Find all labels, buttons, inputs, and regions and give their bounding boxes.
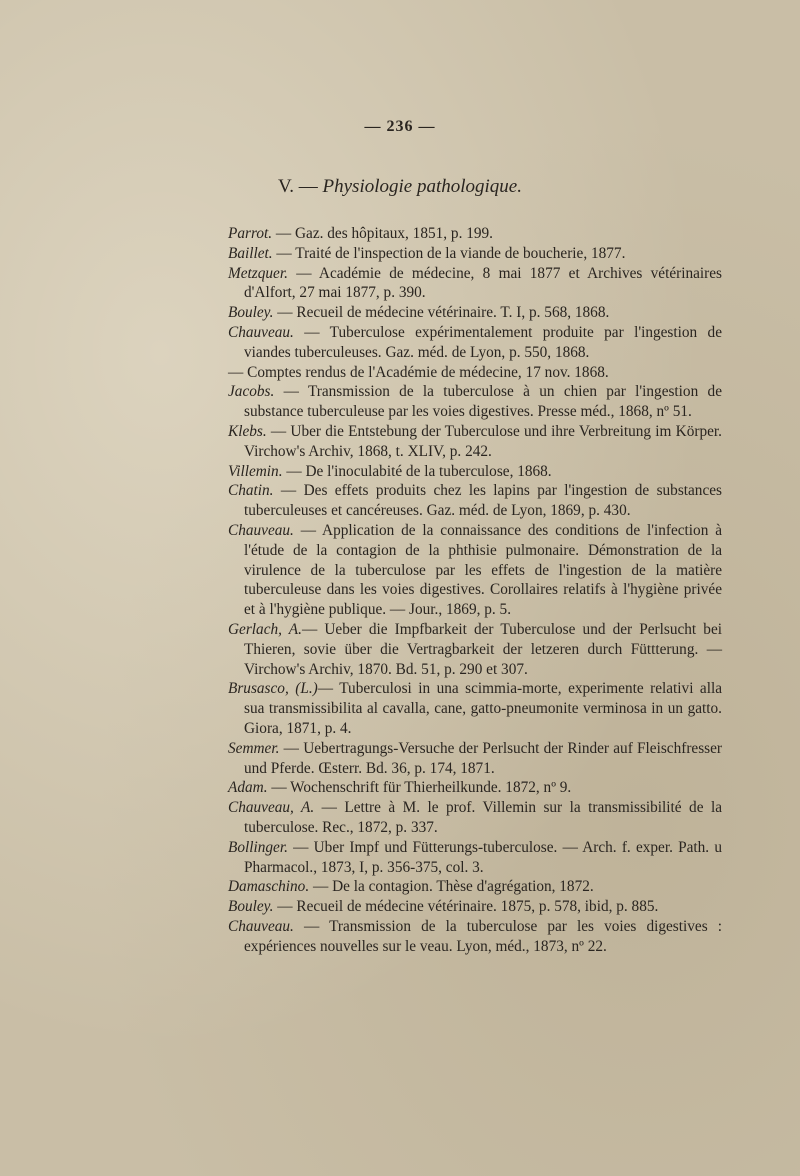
- entry-text: — Comptes rendus de l'Académie de médecine, 17 nov. 1868.: [228, 363, 609, 381]
- entry-text: — Lettre à M. le prof. Villemin sur la transmissibilité de la tuberculose. Rec., 1872, p. 337.: [244, 799, 722, 836]
- section-title: Physiologie pathologique.: [322, 176, 522, 197]
- entry-author: Jacobs.: [228, 383, 275, 401]
- entry-text: — Uebertragungs-Versuche der Perlsucht der Rinder auf Fleischfresser und Pferde. Œsterr. Bd. 36, p. 174, 1871.: [244, 739, 722, 777]
- entry-text: — Recueil de médecine vétérinaire. T. I, p. 568, 1868.: [273, 304, 610, 322]
- entry-author: Chatin.: [228, 482, 274, 500]
- entry-author: Chauveau.: [228, 323, 294, 341]
- entry-author: Bouley.: [228, 304, 274, 322]
- entry-text: — Application de la connaissance des conditions de l'infection à l'étude de la contagion de la phthisie pulmonaire. Démonstration de la virulence de la tuberculose par les effets de l'ingestion de la matière tuberculeuse dans les voies digestives. Corollaires relatifs à l'hygiène privée et à l'hygiène publique. — Jour., 1869, p. 5.: [244, 521, 722, 619]
- entry-text: — Des effets produits chez les lapins par l'ingestion de substances tuberculeuses et cancéreuses. Gaz. méd. de Lyon, 1869, p. 430.: [244, 482, 722, 520]
- entry-text: — De la contagion. Thèse d'agrégation, 1872.: [309, 878, 594, 896]
- bibliography-entry: [228, 303, 722, 323]
- section-number: V. —: [277, 176, 318, 197]
- entry-author: Bollinger.: [228, 838, 288, 856]
- entry-text: — Académie de médecine, 8 mai 1877 et Archives vétérinaires d'Alfort, 27 mai 1877, p. 390.: [244, 264, 722, 302]
- bibliography-entry: [228, 778, 722, 798]
- bibliography-entry: [228, 462, 722, 482]
- entry-text: — Transmission de la tuberculose à un chien par l'ingestion de substance tuberculeuse par les voies digestives. Presse méd., 1868, nº 51.: [244, 383, 722, 421]
- entry-author: Chauveau.: [228, 521, 294, 539]
- bibliography-entry: [228, 264, 722, 304]
- entry-author: Metzquer.: [228, 264, 288, 282]
- bibliography-entry: [228, 897, 722, 917]
- section-heading: [0, 176, 800, 198]
- bibliography-entry: [228, 363, 722, 383]
- entry-author: Damaschino.: [228, 878, 310, 896]
- entry-text: — Ueber die Impfbarkeit der Tuberculose und der Perlsucht bei Thieren, sovie über die Vertragbarkeit der letzeren durch Füttterung. — Virchow's Archiv, 1870. Bd. 51, p. 290 et 307.: [244, 620, 722, 678]
- bibliography-entry: [228, 422, 722, 462]
- entry-author: Baillet.: [228, 244, 273, 262]
- bibliography-entry: [228, 224, 722, 244]
- entry-text: — De l'inoculabité de la tuberculose, 1868.: [282, 462, 552, 480]
- entry-text: — Tuberculosi in una scimmia-morte, experimente relativi alla sua transmissibilita al cavalla, cane, gatto-pneumonite verminosa in un gatto. Giora, 1871, p. 4.: [244, 680, 723, 737]
- entry-text: — Transmission de la tuberculose par les voies digestives : expériences nouvelles sur le veau. Lyon, méd., 1873, nº 22.: [244, 917, 722, 955]
- bibliography-entry: [228, 838, 722, 878]
- bibliography-entry: [228, 323, 722, 363]
- bibliography-entry: [228, 521, 722, 620]
- entry-author: Bouley.: [228, 898, 274, 916]
- entry-text: — Uber die Entstebung der Tuberculose und ihre Verbreitung im Körper. Virchow's Archiv, 1868, t. XLIV, p. 242.: [244, 422, 722, 460]
- bibliography-entry: [228, 244, 722, 264]
- entry-author: Semmer.: [228, 739, 280, 757]
- bibliography-list: [228, 224, 722, 956]
- entry-author: Klebs.: [228, 422, 267, 440]
- entry-text: — Tuberculose expérimentalement produite par l'ingestion de viandes tuberculeuses. Gaz. méd. de Lyon, p. 550, 1868.: [244, 323, 722, 361]
- bibliography-entry: [228, 620, 722, 679]
- entry-author: Villemin.: [228, 462, 283, 480]
- bibliography-entry: [228, 877, 722, 897]
- entry-author: Adam.: [228, 779, 268, 797]
- entry-author: Chauveau, A.: [228, 799, 315, 817]
- bibliography-entry: [228, 739, 722, 779]
- entry-author: Chauveau.: [228, 917, 294, 935]
- entry-text: — Uber Impf und Fütterungs-tuberculose. — Arch. f. exper. Path. u Pharmacol., 1873, I, p. 356-375, col. 3.: [244, 838, 722, 876]
- bibliography-entry: [228, 481, 722, 521]
- entry-author: Parrot.: [228, 225, 273, 242]
- entry-author: Brusasco, (L.): [228, 680, 318, 698]
- entry-text: — Recueil de médecine vétérinaire. 1875, p. 578, ibid, p. 885.: [273, 898, 659, 916]
- entry-text: — Gaz. des hôpitaux, 1851, p. 199.: [272, 225, 493, 242]
- page-number: — 236 —: [364, 118, 436, 135]
- entry-text: — Traité de l'inspection de la viande de boucherie, 1877.: [272, 244, 626, 262]
- bibliography-entry: [228, 679, 722, 738]
- bibliography-entry: [228, 917, 722, 957]
- entry-text: — Wochenschrift für Thierheilkunde. 1872, nº 9.: [267, 779, 572, 797]
- bibliography-entry: [228, 382, 722, 422]
- bibliography-entry: [228, 798, 722, 838]
- entry-author: Gerlach, A.: [228, 620, 302, 638]
